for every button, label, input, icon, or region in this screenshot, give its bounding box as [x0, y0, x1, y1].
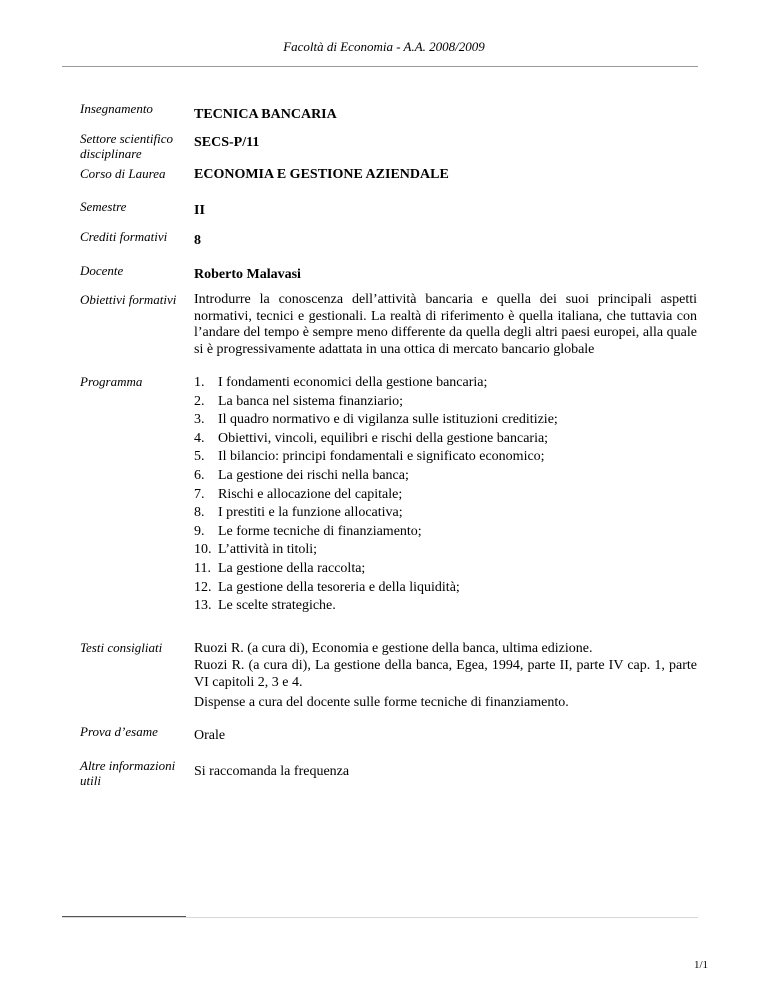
- footer-divider: [62, 917, 698, 918]
- label-settore: Settore scientifico disciplinare: [80, 131, 174, 161]
- value-prova: Orale: [194, 728, 226, 743]
- list-item: 2. La banca nel sistema finanziario;: [194, 393, 404, 409]
- label-docente: Docente: [80, 263, 124, 278]
- list-item: 11. La gestione della raccolta;: [194, 560, 366, 576]
- label-corso: Corso di Laurea: [80, 166, 166, 181]
- list-item: 10. L’attività in titoli;: [194, 542, 318, 558]
- label-obiettivi: Obiettivi formativi: [80, 292, 177, 307]
- value-semestre: II: [194, 203, 205, 218]
- list-item: 5. Il bilancio: principi fondamentali e significato economico;: [194, 449, 545, 465]
- list-item: 7. Rischi e allocazione del capitale;: [194, 486, 403, 502]
- header-divider: [62, 66, 698, 67]
- testo-1: Ruozi R. (a cura di), Economia e gestione della banca, ultima edizione.: [194, 641, 593, 656]
- list-item: 13. Le scelte strategiche.: [194, 598, 336, 614]
- programma-list: [194, 374, 697, 616]
- testo-3: Dispense a cura del docente sulle forme tecniche di finanziamento.: [194, 695, 569, 710]
- list-item: 8. I prestiti e la funzione allocativa;: [194, 505, 403, 521]
- value-corso: ECONOMIA E GESTIONE AZIENDALE: [194, 167, 449, 182]
- page-number: 1/1: [693, 959, 708, 971]
- value-settore: SECS-P/11: [194, 135, 260, 150]
- list-item: 12. La gestione della tesoreria e della liquidità;: [194, 579, 460, 595]
- testo-2: Ruozi R. (a cura di), La gestione della banca, Egea, 1994, parte II, parte IV cap. 1, parte VI capitoli 2, 3 e 4.: [194, 658, 697, 690]
- footer-divider-accent: [62, 916, 186, 917]
- label-semestre: Semestre: [80, 199, 127, 214]
- value-altre: Si raccomanda la frequenza: [194, 764, 350, 779]
- label-programma: Programma: [80, 374, 143, 389]
- value-docente: Roberto Malavasi: [194, 267, 301, 282]
- page-header: Facoltà di Economia - A.A. 2008/2009: [283, 39, 485, 54]
- list-item: 1. I fondamenti economici della gestione bancaria;: [194, 375, 488, 390]
- list-item: 4. Obiettivi, vincoli, equilibri e rischi della gestione bancaria;: [194, 430, 549, 446]
- label-altre: Altre informazioni utili: [80, 758, 176, 788]
- value-crediti: 8: [194, 233, 201, 248]
- label-crediti: Crediti formativi: [80, 229, 168, 244]
- label-prova: Prova d’esame: [80, 724, 158, 739]
- label-insegnamento: Insegnamento: [80, 101, 153, 116]
- list-item: 6. La gestione dei rischi nella banca;: [194, 467, 409, 483]
- value-insegnamento: TECNICA BANCARIA: [194, 107, 337, 122]
- list-item: 9. Le forme tecniche di finanziamento;: [194, 523, 422, 539]
- list-item: 3. Il quadro normativo e di vigilanza sulle istituzioni creditizie;: [194, 412, 558, 428]
- value-obiettivi: Introdurre la conoscenza dell’attività bancaria e quella dei suoi principali aspetti normativi, tecnici e gestionali. La realtà di riferimento è quella italiana, che tuttavia con l’andare del tempo è sempre meno differente da quella degli altri paesi europei, alla quale si è progressivamente adattata in una ottica di mercato bancario globale: [194, 292, 697, 357]
- label-testi: Testi consigliati: [80, 640, 163, 655]
